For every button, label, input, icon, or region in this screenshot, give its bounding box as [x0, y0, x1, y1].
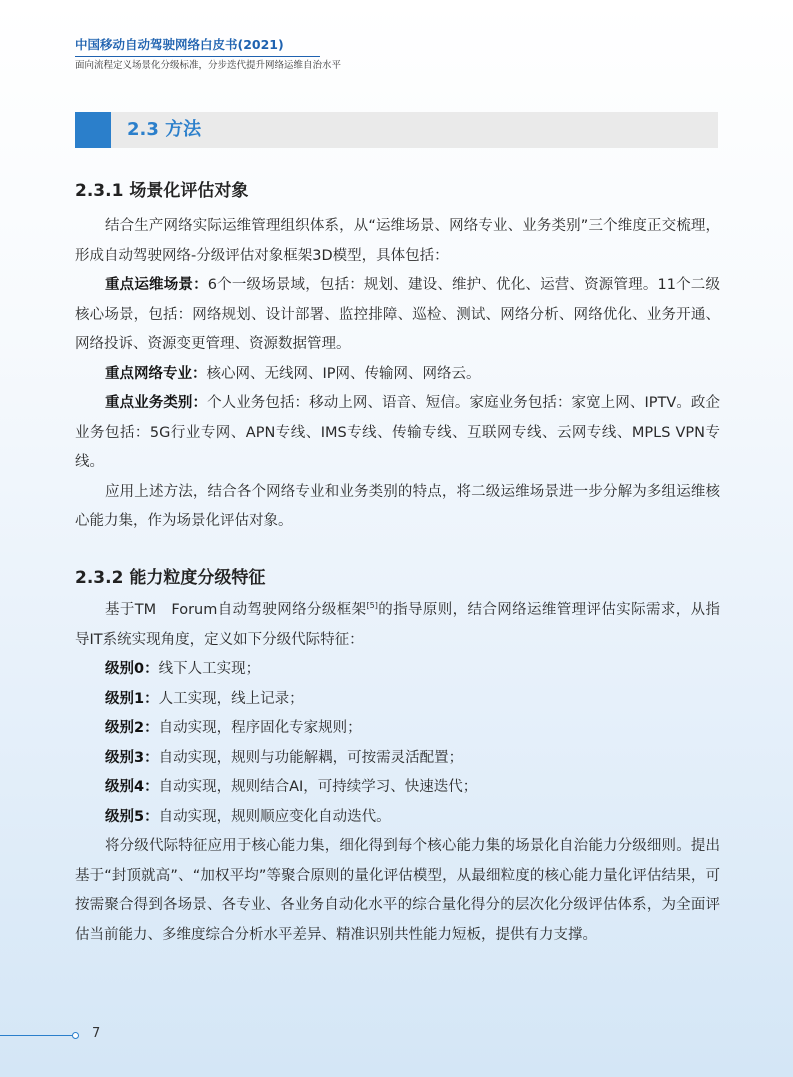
- running-header: [75, 37, 341, 72]
- paragraph-conclusion: 将分级代际特征应用于核心能力集，细化得到每个核心能力集的场景化自治能力分级细则。提出基于“封顶就高”、“加权平均”等聚合原则的量化评估模型，从最细粒度的核心能力量化评估结果，可按需聚合得到各场景、各专业、各业务自动化水平的综合量化得分的层次化分级评估体系，为全面评估当前能力、多维度综合分析水平差异、精准识别共性能力短板，提供有力支撑。: [75, 838, 720, 943]
- level-item: [75, 714, 720, 744]
- citation-ref: [5]: [366, 601, 378, 611]
- level-text: 自动实现，程序固化专家规则；: [158, 720, 362, 736]
- footer-circle-icon: [72, 1032, 79, 1039]
- paragraph-summary: 应用上述方法，结合各个网络专业和业务类别的特点，将二级运维场景进一步分解为多组运维核心能力集，作为场景化评估对象。: [75, 483, 720, 529]
- level-item: [75, 655, 720, 685]
- services-text: 个人业务包括：移动上网、语音、短信。家庭业务包括：家宽上网、IPTV。政企业务包括：5G行业专网、APN专线、IMS专线、传输专线、互联网专线、云网专线、MPLS VPN专线。: [75, 395, 720, 470]
- page-number: 7: [92, 1026, 101, 1041]
- section-heading-bar: [75, 112, 718, 148]
- level-label: 级别4：: [105, 779, 159, 795]
- header-title: 中国移动自动驾驶网络白皮书(2021): [75, 37, 284, 52]
- level-item: [75, 744, 720, 774]
- scenes-text: 6个一级场景域，包括：规划、建设、维护、优化、运营、资源管理。11个二级核心场景，包括：网络规划、设计部署、监控排障、巡检、测试、网络分析、网络优化、业务开通、网络投诉、资源变更管理、资源数据管理。: [75, 277, 720, 352]
- level-label: 级别3：: [105, 749, 159, 766]
- level-item: [75, 685, 720, 715]
- level-item: [75, 803, 720, 833]
- paragraph-intro: 结合生产网络实际运维管理组织体系，从“运维场景、网络专业、业务类别”三个维度正交梳理，形成自动驾驶网络-分级评估对象框架3D模型，具体包括：: [75, 218, 720, 264]
- majors-text: 核心网、无线网、IP网、传输网、网络云。: [206, 365, 481, 382]
- subsection-body-2-3-2: [75, 596, 720, 950]
- services-label: 重点业务类别：: [105, 395, 208, 411]
- header-subtitle: 面向流程定义场景化分级标准，分步迭代提升网络运维自治水平: [75, 60, 342, 71]
- intro-text-a: 基于TM Forum自动驾驶网络分级框架: [105, 602, 367, 618]
- subsection-body-2-3-1: [75, 212, 720, 537]
- intro-text-b: 的指导原则，结合网络运维管理评估实际需求，从指导IT系统实现角度，定义如下分级代际特征：: [75, 602, 721, 648]
- footer-rule: [0, 1035, 72, 1036]
- level-label: 级别2：: [105, 720, 159, 736]
- paragraph-majors: [75, 360, 720, 390]
- paragraph-scenes: [75, 271, 720, 360]
- level-label: 级别0：: [105, 661, 159, 677]
- section-marker-icon: [75, 112, 111, 148]
- level-text: 自动实现，规则顺应变化自动迭代。: [158, 808, 391, 825]
- paragraph-services: [75, 389, 720, 478]
- level-text: 自动实现，规则与功能解耦，可按需灵活配置；: [158, 749, 464, 766]
- level-item: [75, 773, 720, 803]
- level-label: 级别1：: [105, 690, 159, 707]
- level-text: 人工实现，线上记录；: [158, 690, 304, 707]
- subsection-title-2-3-2: 2.3.2 能力粒度分级特征: [75, 568, 266, 588]
- majors-label: 重点网络专业：: [105, 365, 207, 382]
- paragraph-intro-2: [75, 596, 720, 655]
- level-text: 自动实现，规则结合AI，可持续学习、快速迭代；: [158, 779, 478, 795]
- scenes-label: 重点运维场景：: [105, 277, 208, 293]
- header-divider: [75, 56, 320, 57]
- subsection-title-2-3-1: 2.3.1 场景化评估对象: [75, 181, 249, 201]
- level-text: 线下人工实现；: [158, 661, 261, 677]
- level-label: 级别5：: [105, 808, 159, 825]
- section-title: 2.3 方法: [127, 119, 202, 140]
